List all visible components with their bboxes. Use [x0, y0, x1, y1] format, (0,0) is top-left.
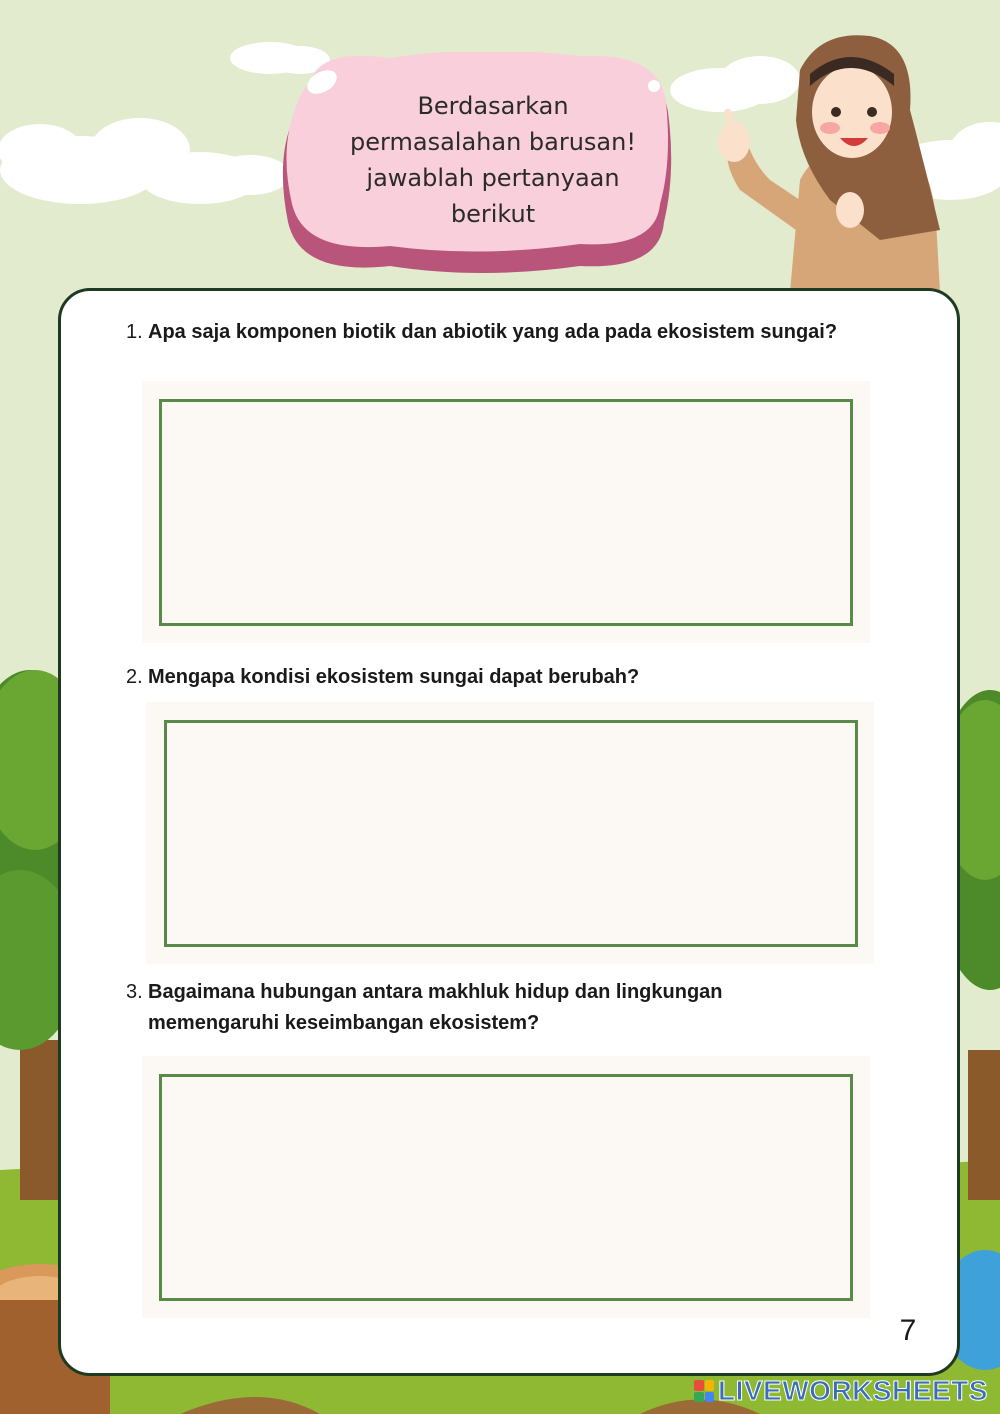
question-3-number: 3. [126, 981, 143, 1003]
answer-3-input[interactable] [159, 1074, 853, 1301]
question-3 [126, 977, 846, 1039]
question-1-text: Apa saja komponen biotik dan abiotik yang ada pada ekosistem sungai? [148, 321, 838, 343]
question-1-number: 1. [126, 321, 143, 343]
instruction-heading: Berdasarkan permasalahan barusan! jawablah pertanyaan berikut [350, 92, 636, 228]
liveworksheets-logo-icon [694, 1380, 714, 1402]
liveworksheets-brand[interactable] [694, 1376, 988, 1406]
answer-2-input[interactable] [164, 720, 858, 947]
question-1 [126, 317, 846, 348]
brand-name: LIVEWORKSHEETS [718, 1375, 988, 1406]
page-number: 7 [899, 1314, 917, 1347]
question-2 [126, 662, 846, 693]
question-2-number: 2. [126, 666, 143, 688]
teacher-character [700, 30, 940, 292]
question-2-text: Mengapa kondisi ekosistem sungai dapat berubah? [148, 666, 640, 688]
answer-1-input[interactable] [159, 399, 853, 626]
cloud-left [0, 118, 290, 204]
question-3-text: Bagaimana hubungan antara makhluk hidup dan lingkungan memengaruhi keseimbangan ekosistem? [148, 981, 723, 1034]
